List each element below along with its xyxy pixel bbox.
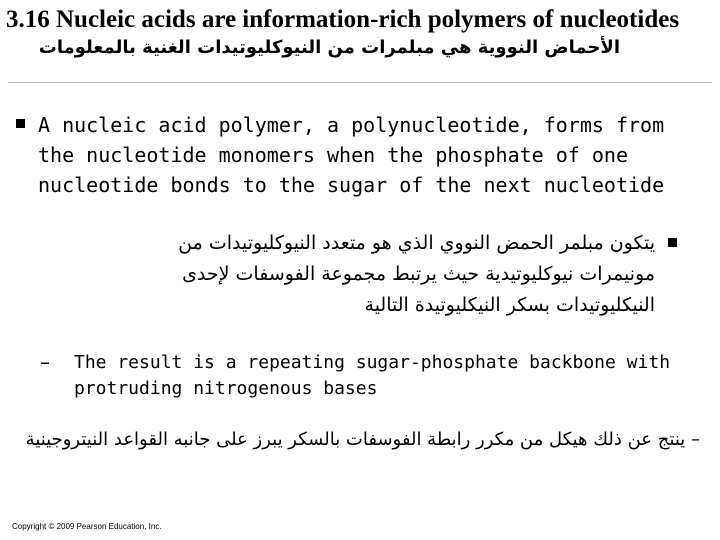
- sub-bullet-text-arabic: [10, 425, 700, 455]
- bullet-square-icon: [16, 119, 25, 128]
- copyright-notice: Copyright © 2009 Pearson Education, Inc.: [12, 522, 162, 531]
- sub-bullet-text-english: The result is a repeating sugar-phosphate backbone with protruding nitrogenous bases: [74, 352, 671, 399]
- bullet-text-english: A nucleic acid polymer, a polynucleotide, forms from the nucleotide monomers when the phosphate of one nucleotide bonds to the sugar of the next nucleotide: [38, 113, 665, 197]
- bullet-square-icon: [668, 238, 677, 247]
- slide-subtitle-arabic: الأحماض النووية هي مبلمرات من النيوكليوتيدات الغنية بالمعلومات: [38, 37, 620, 58]
- title-divider: [8, 82, 712, 83]
- sub-bullet-text-arabic-body: ينتج عن ذلك هيكل من مكرر رابطة الفوسفات بالسكر يبرز على جانبه القواعد النيتروجينية: [25, 429, 686, 450]
- slide-title: 3.16 Nucleic acids are information-rich polymers of nucleotides: [6, 6, 680, 33]
- dash-bullet-icon: –: [40, 350, 50, 374]
- dash-bullet-icon: –: [691, 429, 700, 450]
- bullet-text-arabic: يتكون مبلمر الحمض النووي الذي هو متعدد النيوكليوتيدات من مونيمرات نيوكليوتيدية حيث يرتبط مجموعة الفوسفات لإحدى النيكليوتيدات بسكر النيكليوتيدة التالية: [178, 232, 655, 316]
